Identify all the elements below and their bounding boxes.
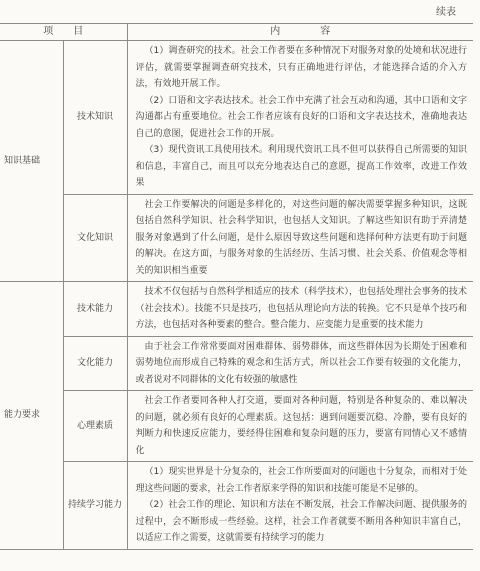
paragraph: （3）现代资讯工具使用技术。利用现代资讯工具不但可以获得自己所需要的知识和信息，丰富自己，而且可以充分地表达自己的意愿，提高工作效率，改进工作效果 <box>135 145 467 188</box>
table-header-row <box>0 24 473 41</box>
header-item: 项 目 <box>0 24 127 41</box>
row-label-continuous-learning: 持续学习能力 <box>63 462 127 550</box>
paragraph: 技术不仅包括与自然科学相适应的技术（科学技术），也包括处理社会事务的技术（社会技术）。技能不只是技巧，也包括从理论向方法的转换。它不只是单个技巧和方法，也包括对各种要素的整合。整合能力、应变能力是重要的技术能力 <box>135 287 467 330</box>
table-row <box>0 282 473 337</box>
category-knowledge-base: 知识基础 <box>0 41 63 282</box>
content-table <box>0 23 473 550</box>
row-content-cultural-knowledge <box>127 194 473 282</box>
row-label-cultural-knowledge: 文化知识 <box>63 194 127 282</box>
continued-label: 续表 <box>436 7 456 18</box>
paragraph: （2）口语和文字表达技术。社会工作中充满了社会互动和沟通，其中口语和文字沟通都占有重要地位。社会工作者应该有良好的口语和文字表达技术，准确地表达自己的意图，促进社会工作的开展。 <box>135 95 467 139</box>
paragraph: （1）现实世界是十分复杂的，社会工作所要面对的问题也十分复杂，而相对于处理这些问题的要求，社会工作者原来学得的知识和技能可能是不足够的。 <box>135 467 467 494</box>
table-row <box>0 336 473 391</box>
paragraph: （2）社会工作的理论、知识和方法在不断发展，社会工作解决问题、提供服务的过程中，会不断形成一些经验。这样，社会工作者就要不断用各种知识丰富自己，以适应工作之需要，这就需要有持续学习的能力 <box>135 500 467 543</box>
table-row <box>0 462 473 550</box>
table-row <box>0 41 473 195</box>
row-label-psychological-quality: 心理素质 <box>63 391 127 462</box>
paragraph: 社会工作者要同各种人打交道，要面对各种问题，特别是各种复杂的、难以解决的问题，就必须有良好的心理素质。这包括：遇到问题要沉稳、冷静，要有良好的判断力和快速反应能力，要经得住困难和复杂问题的压力，要富有同情心又不感情化 <box>135 396 467 456</box>
row-label-technical-ability: 技术能力 <box>63 282 127 337</box>
row-content-technical-ability <box>127 282 473 337</box>
header-content: 内 容 <box>127 24 473 41</box>
row-label-technical-knowledge: 技术知识 <box>63 41 127 195</box>
paragraph: （1）调查研究的技术。社会工作者要在多种情况下对服务对象的处境和状况进行评估，就需要掌握调查研究技术，只有正确地进行评估，才能选择合适的介入方法，有效地开展工作。 <box>135 46 467 89</box>
row-content-continuous-learning <box>127 462 473 550</box>
table-row <box>0 391 473 462</box>
paragraph: 由于社会工作常常要面对困难群体、弱势群体，而这些群体因为长期处于困难和弱势地位而形成自己特殊的观念和生活方式，所以社会工作要有较强的文化能力，或者说对不同群体的文化有较强的敏感性 <box>135 341 467 385</box>
category-ability-requirements: 能力要求 <box>0 282 63 550</box>
paragraph: 社会工作要解决的问题是多样化的，对这些问题的解决需要掌握多种知识，这既包括自然科学知识、社会科学知识，也包括人文知识。了解这些知识有助于弄清楚服务对象遇到了什么问题，是什么原因导致这些问题和选择何种方法更有助于问题的解决。在这方面，与服务对象的生活经历、生活习惯、社会关系、价值观念等相关的知识相当重要 <box>135 199 467 276</box>
row-content-psychological-quality <box>127 391 473 462</box>
row-content-cultural-ability <box>127 336 473 391</box>
table-row <box>0 194 473 282</box>
row-content-technical-knowledge <box>127 41 473 195</box>
row-label-cultural-ability: 文化能力 <box>63 336 127 391</box>
